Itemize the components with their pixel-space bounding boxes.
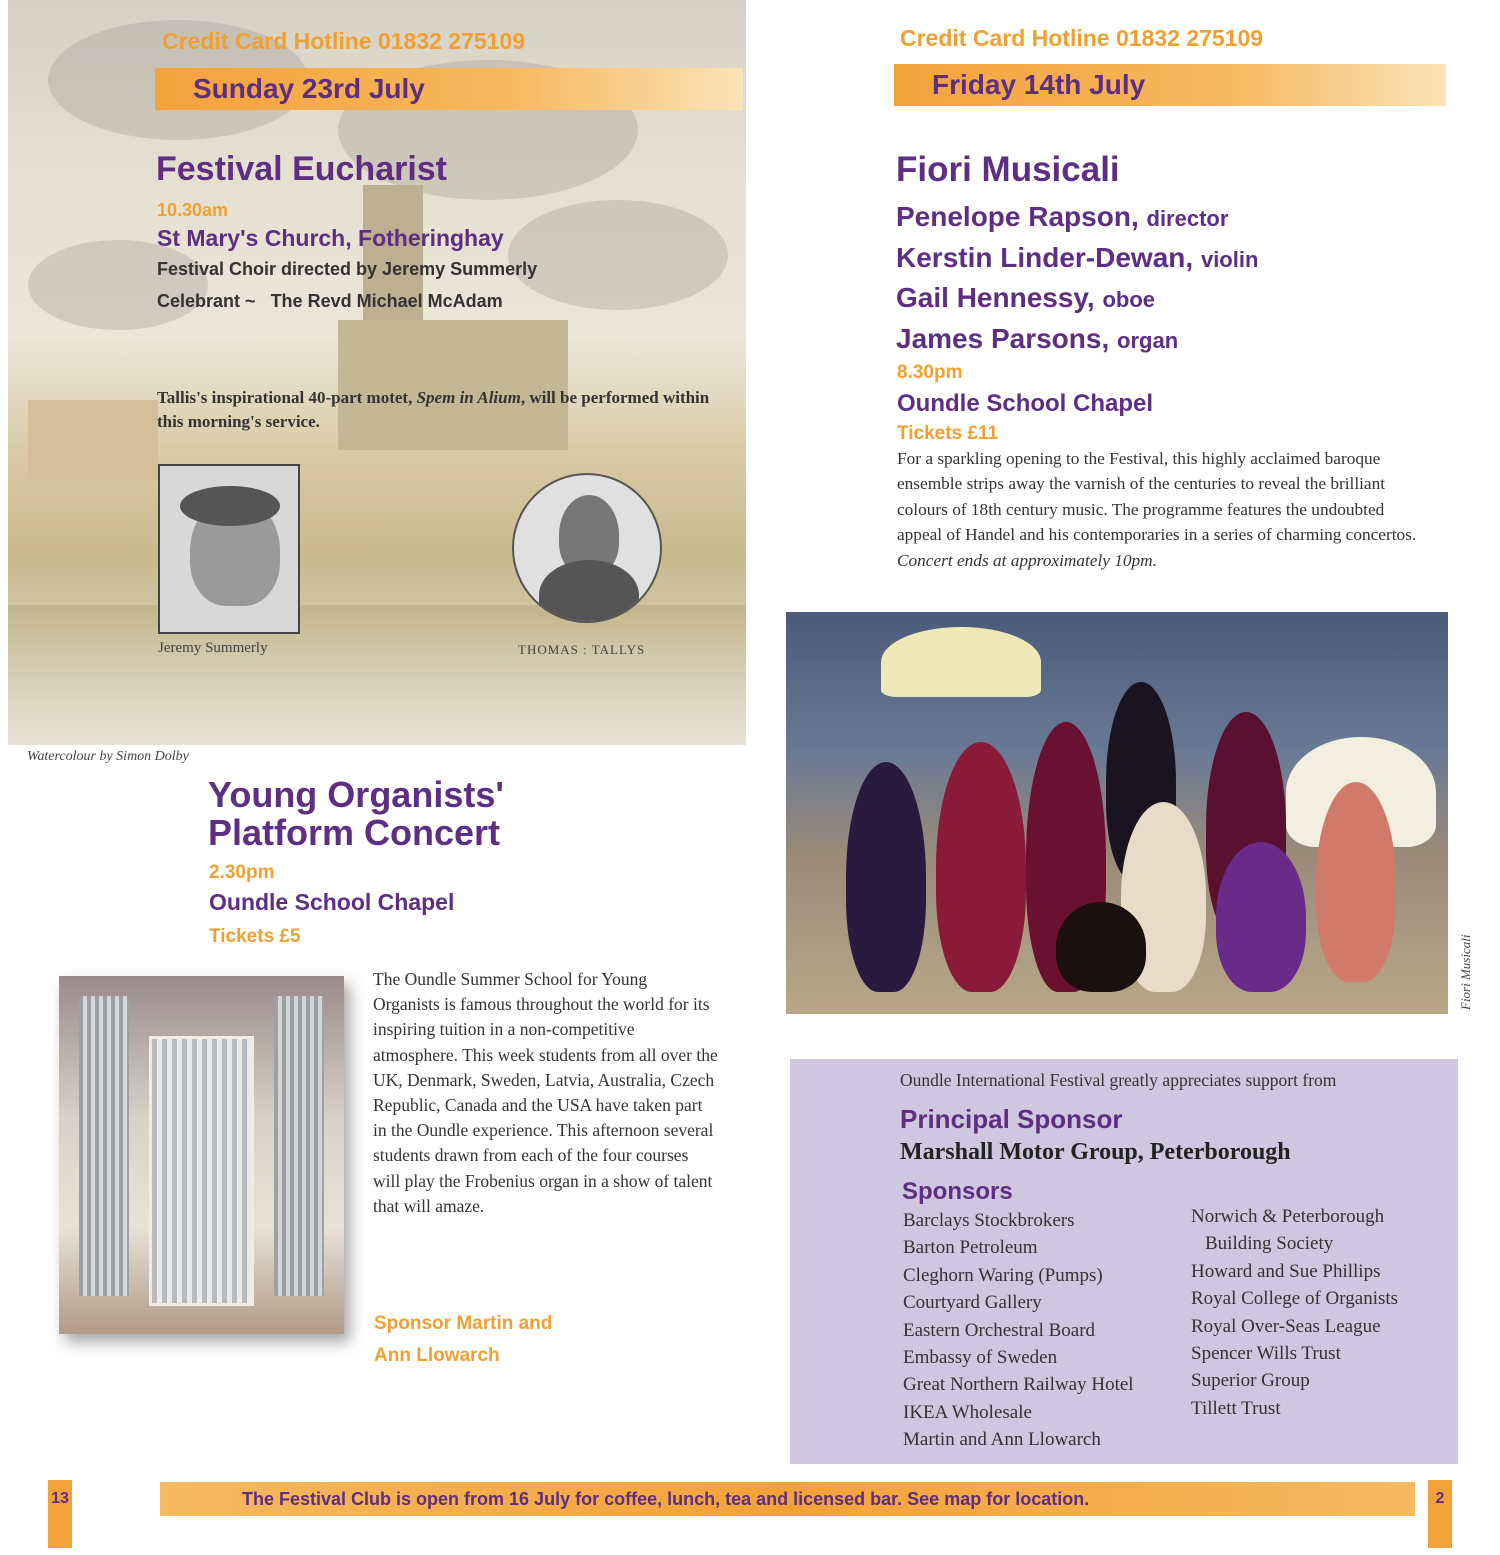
organ-pipes-center	[149, 1036, 254, 1306]
sponsor-item: Tillett Trust	[1191, 1397, 1281, 1419]
sponsor-item: Courtyard Gallery	[903, 1292, 1042, 1314]
grass-area	[8, 605, 746, 745]
sponsors-column-1	[903, 1207, 1134, 1454]
musician	[1056, 902, 1146, 992]
performer-list	[896, 198, 1258, 360]
principal-sponsor-heading: Principal Sponsor	[900, 1104, 1123, 1134]
sponsor-item: Eastern Orchestral Board	[903, 1319, 1096, 1341]
event-choir: Festival Choir directed by Jeremy Summerly	[157, 259, 538, 279]
thomas-tallis-portrait	[512, 473, 662, 623]
jeremy-summerly-photo	[158, 464, 300, 634]
footer-banner	[160, 1482, 1415, 1516]
date-banner-right	[894, 64, 1446, 106]
sponsor-item: Martin and Ann Llowarch	[903, 1429, 1101, 1451]
sponsor-item: Superior Group	[1191, 1370, 1310, 1392]
performer-item: Kerstin Linder-Dewan, violin	[896, 241, 1259, 273]
organists-description: The Oundle Summer School for Young Organists is famous throughout the world for its inspiring tuition in a non-competitive atmosphere. This week students from all over the UK, Denmark, Sweden, Latvia, Australia, Czech Republic, Canada and the USA have taken part in the Oundle experience. This afternoon several students drawn from each of the four courses will play the Frobenius organ in a show of talent that will amaze.	[373, 969, 718, 1216]
page-number-left: 13	[48, 1480, 72, 1548]
date-right: Friday 14th July	[932, 69, 1146, 100]
celebrant-label: Celebrant ~	[157, 291, 256, 311]
musician	[846, 762, 926, 992]
principal-sponsor-name: Marshall Motor Group, Peterborough	[900, 1139, 1291, 1165]
sponsor-item: Great Northern Railway Hotel	[903, 1374, 1134, 1396]
event-venue-organists: Oundle School Chapel	[209, 889, 455, 915]
cloud-shape	[28, 240, 208, 330]
sponsor-item: IKEA Wholesale	[903, 1401, 1032, 1423]
performer-item: Penelope Rapson, director	[896, 201, 1229, 232]
organ-photo	[59, 976, 344, 1334]
performer-item: James Parsons, organ	[896, 322, 1179, 354]
footer-text: The Festival Club is open from 16 July for coffee, lunch, tea and licensed bar. See map for location.	[242, 1489, 1090, 1509]
fiori-musicali-photo	[786, 612, 1448, 1014]
page-number-right: 2	[1428, 1480, 1452, 1548]
organists-sponsor: Sponsor Martin and Ann Llowarch	[374, 1313, 553, 1366]
sponsor-item: Royal College of Organists	[1191, 1288, 1399, 1310]
photo-caption-tallis: THOMAS : TALLYS	[518, 642, 646, 657]
portrait-body	[539, 560, 639, 623]
musician	[936, 742, 1026, 992]
date-banner-left	[155, 68, 743, 110]
photo-caption-summerly: Jeremy Summerly	[158, 640, 268, 656]
sponsor-item: Royal Over-Seas League	[1191, 1315, 1381, 1337]
date-left: Sunday 23rd July	[193, 73, 425, 104]
portrait-hair	[180, 486, 280, 526]
sponsor-item: Cleghorn Waring (Pumps)	[903, 1264, 1103, 1286]
eucharist-description: Tallis's inspirational 40-part motet, Spem in Alium, will be performed within this morning's service.	[157, 388, 710, 431]
sponsors-intro: Oundle International Festival greatly appreciates support from	[900, 1070, 1337, 1090]
celebrant-line	[157, 291, 503, 312]
performer-item: Gail Hennessy, oboe	[896, 282, 1156, 313]
event-tickets-fiori: Tickets £11	[897, 423, 999, 444]
event-tickets-organists: Tickets £5	[209, 926, 301, 947]
event-venue-fiori: Oundle School Chapel	[897, 390, 1154, 417]
event-time-fiori: 8.30pm	[897, 362, 963, 383]
event-title-fiori: Fiori Musicali	[896, 150, 1120, 189]
musician	[1216, 842, 1306, 992]
sponsor-item: Barclays Stockbrokers	[903, 1210, 1075, 1231]
sponsor-item: Embassy of Sweden	[903, 1347, 1058, 1369]
watercolour-illustration	[8, 0, 746, 745]
photo-caption-fiori: Fiori Musicali	[1458, 934, 1473, 1010]
hotline-right: Credit Card Hotline 01832 275109	[900, 25, 1264, 51]
celebrant-name: The Revd Michael McAdam	[270, 291, 503, 311]
sponsor-item: Barton Petroleum	[903, 1237, 1038, 1259]
sponsor-item: Spencer Wills Trust	[1191, 1343, 1341, 1365]
watercolour-credit: Watercolour by Simon Dolby	[27, 749, 189, 764]
musician	[1316, 782, 1396, 982]
sponsors-column-2	[1191, 1203, 1398, 1422]
event-time-organists: 2.30pm	[209, 862, 275, 883]
hotline-left: Credit Card Hotline 01832 275109	[162, 28, 526, 54]
event-title-eucharist: Festival Eucharist	[156, 150, 448, 188]
umbrella-left	[881, 627, 1041, 697]
event-title-young-organists: Young Organists' Platform Concert	[208, 774, 504, 853]
fiori-description: For a sparkling opening to the Festival, this highly acclaimed baroque ensemble strips away the varnish of the centuries to reveal the brilliant colours of 18th century music. The programme features the undoubted appeal of Handel and his contemporaries in a series of charming concertos. Concert ends at approximately 10pm.	[897, 449, 1417, 570]
event-venue-eucharist: St Mary's Church, Fotheringhay	[157, 225, 504, 251]
sponsor-item: Norwich & Peterborough	[1191, 1206, 1385, 1227]
sponsors-heading: Sponsors	[902, 1178, 1013, 1205]
organ-pipes	[274, 996, 324, 1296]
sponsor-item: Building Society	[1205, 1233, 1334, 1255]
cloud-shape	[508, 200, 728, 310]
organ-pipes	[79, 996, 129, 1296]
house	[28, 400, 158, 480]
sponsor-item: Howard and Sue Phillips	[1191, 1260, 1381, 1282]
event-time-eucharist: 10.30am	[157, 200, 229, 220]
